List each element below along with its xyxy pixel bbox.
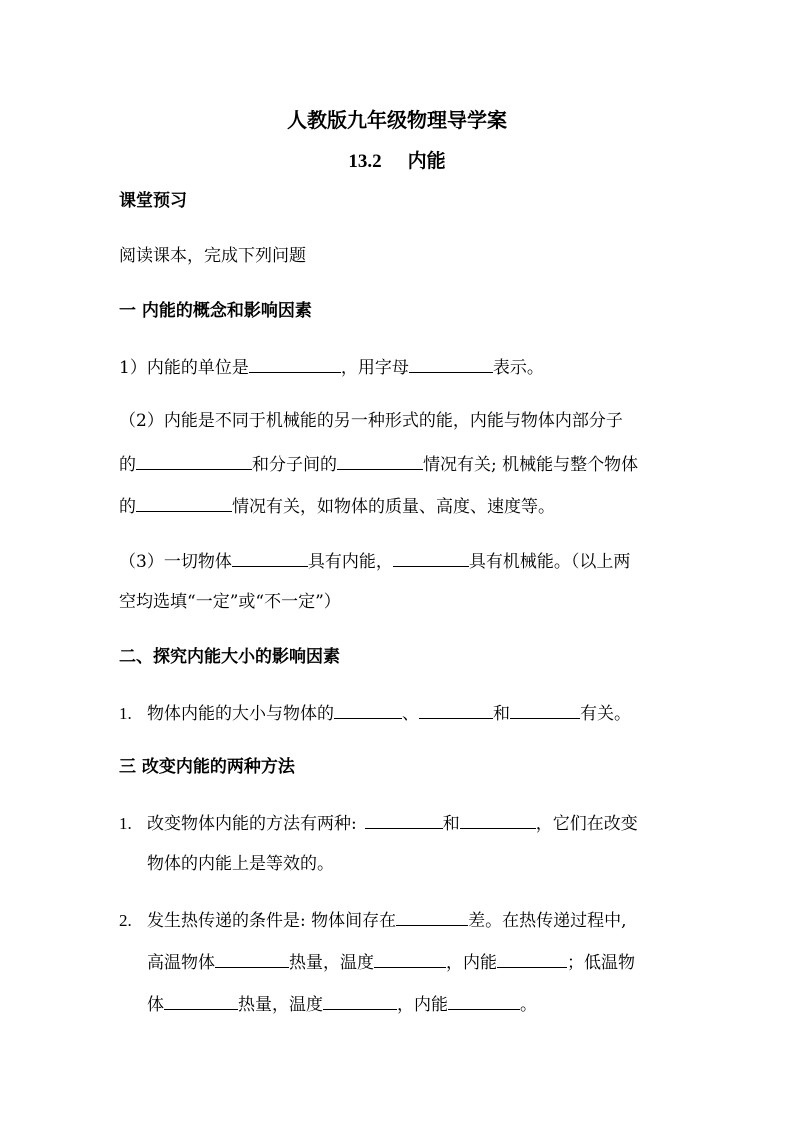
- q-text: 改变物体内能的方法有两种:: [147, 814, 357, 834]
- q-text: （3）一切物体: [119, 552, 232, 572]
- part1-question-1: [119, 355, 544, 379]
- q-text: 体: [147, 995, 164, 1015]
- q-text: 、: [402, 704, 419, 724]
- q-text: 具有机械能。（以上两: [468, 552, 631, 572]
- question-number: 1.: [119, 704, 132, 723]
- answer-blank[interactable]: [232, 549, 308, 567]
- lesson-number: 13.2: [348, 151, 382, 172]
- answer-blank[interactable]: [460, 811, 536, 829]
- answer-blank[interactable]: [396, 908, 468, 926]
- answer-blank[interactable]: [136, 494, 232, 512]
- answer-blank[interactable]: [337, 452, 423, 470]
- part2-heading: 二、探究内能大小的影响因素: [119, 647, 340, 667]
- part1-heading: 一 内能的概念和影响因素: [119, 301, 312, 321]
- q-text: ，内能: [446, 953, 497, 973]
- answer-blank[interactable]: [374, 950, 446, 968]
- q-text: 有关。: [580, 704, 631, 724]
- q-text: 和分子间的: [252, 455, 337, 475]
- answer-blank[interactable]: [497, 950, 567, 968]
- q-text: 高温物体: [147, 953, 215, 973]
- q-text: 差。在热传递过程中,: [468, 911, 627, 931]
- q-text: 。: [520, 995, 537, 1015]
- question-number: 2.: [119, 911, 132, 930]
- part1-question-2-line1: （2）内能是不同于机械能的另一种形式的能，内能与物体内部分子: [119, 411, 623, 431]
- part3-question-1-line2: 物体的内能上是等效的。: [147, 854, 334, 874]
- answer-blank[interactable]: [323, 992, 397, 1010]
- q-text: 和: [493, 704, 510, 724]
- part3-question-1-line1: [119, 811, 638, 835]
- q-text: 的: [119, 497, 136, 517]
- q-text: ，它们在改变: [535, 814, 638, 834]
- q-text: 1）内能的单位是: [119, 358, 249, 378]
- answer-blank[interactable]: [334, 701, 402, 719]
- q-text: 情况有关; 机械能与整个物体: [423, 455, 639, 475]
- part3-question-2-line1: [119, 908, 627, 932]
- part3-question-2-line2: [147, 950, 635, 974]
- q-text: ；低温物: [567, 953, 635, 973]
- answer-blank[interactable]: [249, 355, 341, 373]
- q-text: 情况有关，如物体的质量、高度、速度等。: [232, 497, 555, 517]
- answer-blank[interactable]: [136, 452, 252, 470]
- lesson-subtitle: [0, 149, 794, 174]
- lesson-name: 内能: [407, 150, 446, 172]
- part3-heading: 三 改变内能的两种方法: [119, 757, 295, 777]
- part1-question-3-line1: [119, 549, 630, 573]
- part3-question-2-line3: [147, 992, 537, 1016]
- q-text: 发生热传递的条件是: 物体间存在: [147, 911, 397, 931]
- part1-question-2-line3: [119, 494, 555, 518]
- answer-blank[interactable]: [164, 992, 238, 1010]
- answer-blank[interactable]: [448, 992, 520, 1010]
- q-text: 和: [442, 814, 460, 834]
- answer-blank[interactable]: [215, 950, 289, 968]
- q-text: ，内能: [397, 995, 448, 1015]
- q-text: ，用字母: [340, 358, 409, 378]
- q-text: 具有内能，: [307, 552, 393, 572]
- q-text: 热量，温度: [238, 995, 323, 1015]
- q-text: 物体内能的大小与物体的: [147, 704, 334, 724]
- q-text: 热量，温度: [289, 953, 374, 973]
- answer-blank[interactable]: [419, 701, 493, 719]
- answer-blank[interactable]: [365, 811, 443, 829]
- part1-question-3-line2: 空均选填“一定”或“不一定”）: [119, 592, 341, 612]
- instruction-text: 阅读课本，完成下列问题: [119, 246, 306, 266]
- document-title: 人教版九年级物理导学案: [287, 108, 507, 132]
- q-text: 表示。: [492, 358, 544, 378]
- q-text: 的: [119, 455, 136, 475]
- answer-blank[interactable]: [393, 549, 469, 567]
- section-preview-heading: 课堂预习: [119, 191, 187, 211]
- part2-question-1: [119, 701, 631, 725]
- part1-question-2-line2: [119, 452, 638, 476]
- answer-blank[interactable]: [510, 701, 580, 719]
- answer-blank[interactable]: [409, 355, 493, 373]
- question-number: 1.: [119, 814, 132, 833]
